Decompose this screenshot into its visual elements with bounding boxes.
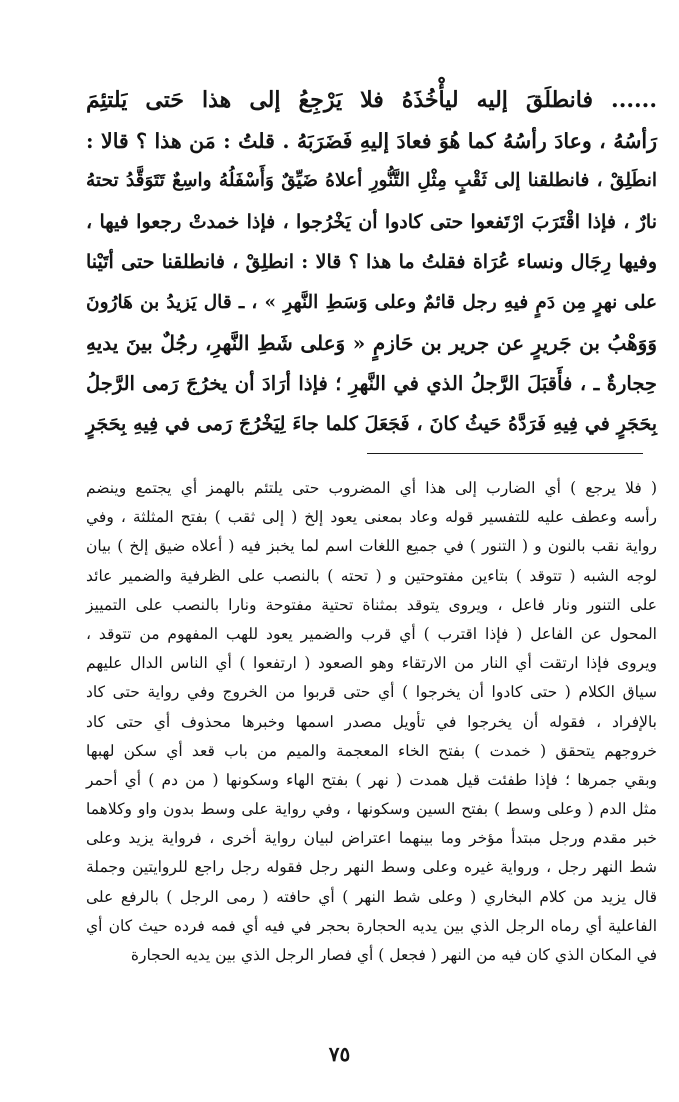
hadith-line: حِجارةٌ ـ ، فأَقبَلَ الرَّجلُ الذي في النَّهرِ ؛ فإذا أرَادَ أن يخرُجَ رَمى الرَّجلُ <box>86 371 657 395</box>
hadith-line: وَوَهْبُ بن جَريرٍ عن جرير بن حَازمٍ « وَعلى شَطِ النَّهرِ، رجُلٌ بينَ يديهِ <box>86 331 658 355</box>
hadith-line: انطَلِقْ ، فانطلقنا إلى ثَقْبٍ مِثْلِ التَّنُّورِ أعلاهُ ضَيِّقٌ وَأَسْفَلُهُ واسِعٌ تَتَوَقَّدُ تحتهُ <box>86 170 657 191</box>
separator-rule <box>367 453 643 454</box>
hadith-line: ...... فانطلَقَ إليه ليأْخُذَهُ فلا يَرْجِعُ إلى هذا حَتى يَلتئِمَ <box>86 87 657 113</box>
commentary-line: رأسه وعطف عليه للتفسير قوله وعاد بمعنى يعود إلخ ( إلى ثقب ) بفتح المثلثة ، وفي <box>86 508 657 527</box>
commentary-line: الفاعلية أي رماه الرجل الذي بين يديه الحجارة بحجر في فيه أي فمه فرده حيث كان أي <box>86 916 657 935</box>
page-number: ٧٥ <box>328 1042 351 1066</box>
commentary-line: لوجه الشبه ( تتوقد ) بتاءين مفتوحتين و ( تحته ) بالنصب على الظرفية والضمير عائد <box>86 566 657 585</box>
hadith-line: بِحَجَرٍ في فِيهِ فَرَدَّهُ حَيثُ كانَ ، فَجَعَلَ كلما جاءَ لِيَخْرُجَ رَمى في فِيهِ بِحَجَرٍ <box>86 413 657 435</box>
commentary-line: المحول عن الفاعل ( فإذا اقترب ) أي قرب والضمير يعود للهب المفهوم من تتوقد ، <box>86 624 657 643</box>
commentary-line: وبقي جمرها ؛ فإذا طفئت قيل همدت ( نهر ) بفتح الهاء وسكونها ( من دم ) أي أحمر <box>86 770 657 789</box>
commentary-line: رواية نقب بالنون و ( التنور ) في جميع اللغات اسم لما يخبز فيه ( أعلاه ضيق إلخ ) بيان <box>86 537 657 556</box>
hadith-line: على نهرٍ مِن دَمٍ فيهِ رجل قائمٌ وعلى وَسَطِ النَّهرِ » ، ـ قال يَزيدُ بن هَارُونَ <box>86 291 657 313</box>
commentary-line: ويروى فإذا ارتقت أي النار من الارتقاء وهو الصعود ( ارتفعوا ) أي الناس الدال عليهم <box>86 654 657 673</box>
hadith-text-block <box>86 80 657 445</box>
commentary-line: على التنور ونار فاعل ، ويروى يتوقد بمثناة تحتية مفتوحة ونارا بالنصب على التمييز <box>86 595 657 614</box>
commentary-block <box>86 474 657 970</box>
commentary-line: بالإفراد ، فقوله أن يخرجوا في تأويل مصدر اسمها وخبرها محذوف أي حتى كاد <box>86 712 657 731</box>
commentary-line: خروجهم يتحقق ( خمدت ) بفتح الخاء المعجمة والميم من باب قعد أي سكن لهبها <box>86 741 657 760</box>
hadith-line: نارٌ ، فإذا اقْتَرَبَ ارْتَفعوا حتى كادوا أن يَخْرُجوا ، فإذا خمدتْ رجعوا فيها ، <box>86 210 657 233</box>
commentary-line: قال يزيد من كلام البخاري ( وعلى شط النهر ) أي حافته ( رمى الرجل ) بالرفع على <box>86 887 657 906</box>
hadith-line: وفيها رِجَال ونساء عُرَاة فقلتُ ما هذا ؟ قالا : انطلِقْ ، فانطلقنا حتى أتَيْنا <box>86 251 657 273</box>
hadith-line: رَأسُهُ ، وعادَ رأسُهُ كما هُوَ فعادَ إليهِ فَضَرَبَهُ . قلتُ : مَن هذا ؟ قالا : <box>86 128 657 153</box>
commentary-line: ( فلا يرجع ) أي الضارب إلى هذا أي المضروب حتى يلتئم بالهمز أي يجتمع وينضم <box>86 479 657 497</box>
commentary-line: مثل الدم ( وعلى وسط ) بفتح السين وسكونها ، وفي رواية على وسط بدون واو وكلاهما <box>86 800 657 819</box>
commentary-line: في المكان الذي كان فيه من النهر ( فجعل ) أي فصار الرجل الذي بين يديه الحجارة <box>130 946 657 964</box>
commentary-line: سياق الكلام ( حتى كادوا أن يخرجوا ) أي حتى قربوا من الخروج وفي رواية حتى كاد <box>86 683 657 702</box>
commentary-line: خبر مقدم ورجل مبتدأ مؤخر وما بينهما اعتراض لبيان رواية أخرى ، فرواية يزيد وعلى <box>86 829 657 848</box>
commentary-line: شط النهر رجل ، ورواية غيره وعلى وسط النهر رجل فقوله رجل راجع للروايتين وجملة <box>86 858 657 877</box>
